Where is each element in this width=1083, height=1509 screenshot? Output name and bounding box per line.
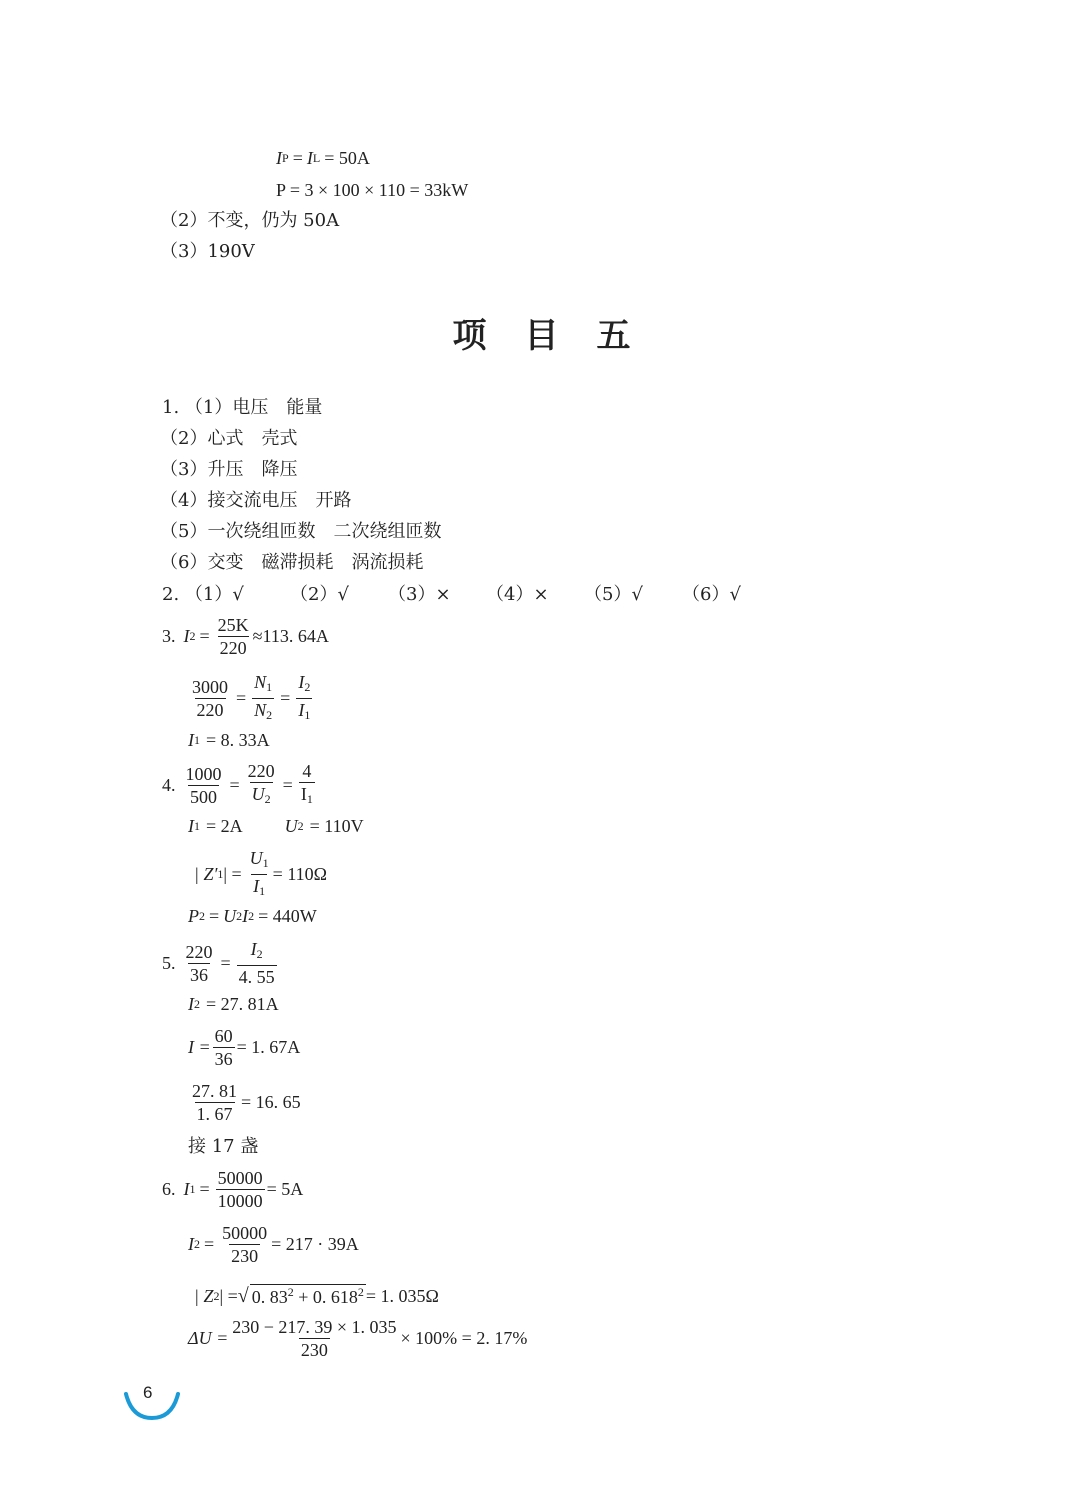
q2-item-3: （3）× xyxy=(388,584,451,605)
q6-voltage-drop: ΔU = $\frac{230 - 217. 39 \times 1. 035}{230}$ × 100% = 2. 17% xyxy=(188,1317,528,1360)
il-symbol: I xyxy=(306,148,313,168)
q6-formula-2: I 2 = $\frac{50000}{230}$ = 217 · 39A xyxy=(188,1223,359,1266)
q2-item-1: 2. （1）√ xyxy=(162,584,244,605)
q5-ratio: $\frac{27. 81}{1. 67}$ = 16. 65 xyxy=(192,1081,301,1124)
q1-line-5: （5）一次绕组匝数 二次绕组匝数 xyxy=(160,521,442,542)
q2-item-6: （6）√ xyxy=(682,584,741,605)
q4-formula-1: 4. $\frac{1000}{500}$ = $\frac{220}{U_2}$ = $\frac{4}{I_1}$ xyxy=(162,760,317,810)
q2-item-4: （4）× xyxy=(486,584,549,605)
fraction: $\frac{25K}{220}$ xyxy=(217,615,249,658)
q1-line-2: （2）心式 壳式 xyxy=(160,428,298,449)
q4-power: P 2 = U 2 I 2 = 440W xyxy=(188,906,317,926)
ip-il-line: I P = I L = 50A xyxy=(276,148,370,168)
q4-impedance: | Z′ 1 | = $\frac{U_1}{I_1}$ = 110Ω xyxy=(194,847,327,902)
q1-line-4: （4）接交流电压 开路 xyxy=(160,490,352,511)
ip-symbol: I xyxy=(276,148,282,168)
section-title: 项目五 xyxy=(452,316,669,356)
item-3: （3）190V xyxy=(160,241,255,262)
page-number: 6 xyxy=(143,1383,153,1402)
q6-formula-1: 6. I 1 = $\frac{50000}{10000}$ = 5A xyxy=(162,1168,304,1211)
q2-item-2: （2）√ xyxy=(290,584,349,605)
q5-formula-1: 5. $\frac{220}{36}$ = $\frac{I_2}{4. 55}$ xyxy=(162,939,275,987)
power-line: P = 3 × 100 × 110 = 33kW xyxy=(276,180,469,200)
q5-answer: 接 17 盏 xyxy=(188,1136,259,1157)
ip-subscript: P xyxy=(282,151,289,165)
ip-value: = 50A xyxy=(324,148,370,168)
q1-line-1: 1. （1）电压 能量 xyxy=(162,397,323,418)
il-subscript: L xyxy=(312,151,321,165)
q4-line-2: I 1 = 2A U 2 = 110V xyxy=(188,816,364,836)
q6-impedance: | Z 2 | = √ 0. $83^2 + 0$. $618^2$ = 1. 035Ω xyxy=(194,1284,439,1307)
q5-current: I 2 = 27. 81A xyxy=(188,994,279,1014)
q5-lamp-current: I = $\frac{60}{36}$ = 1. 67A xyxy=(188,1026,301,1069)
q1-line-3: （3）升压 降压 xyxy=(160,459,298,480)
q2-item-5: （5）√ xyxy=(584,584,643,605)
item-2: （2）不变，仍为 50A xyxy=(160,210,340,231)
q3-formula-2: $\frac{3000}{220}$ = $\frac{N_1}{N_2}$ = $\frac{I_2}{I_1}$ xyxy=(188,671,314,726)
q3-formula-1: 3. I 2 = $\frac{25K}{220}$ ≈113. 64A xyxy=(162,615,329,658)
q3-result: I 1 = 8. 33A xyxy=(188,730,270,750)
q1-line-6: （6）交变 磁滞损耗 涡流损耗 xyxy=(160,552,424,573)
